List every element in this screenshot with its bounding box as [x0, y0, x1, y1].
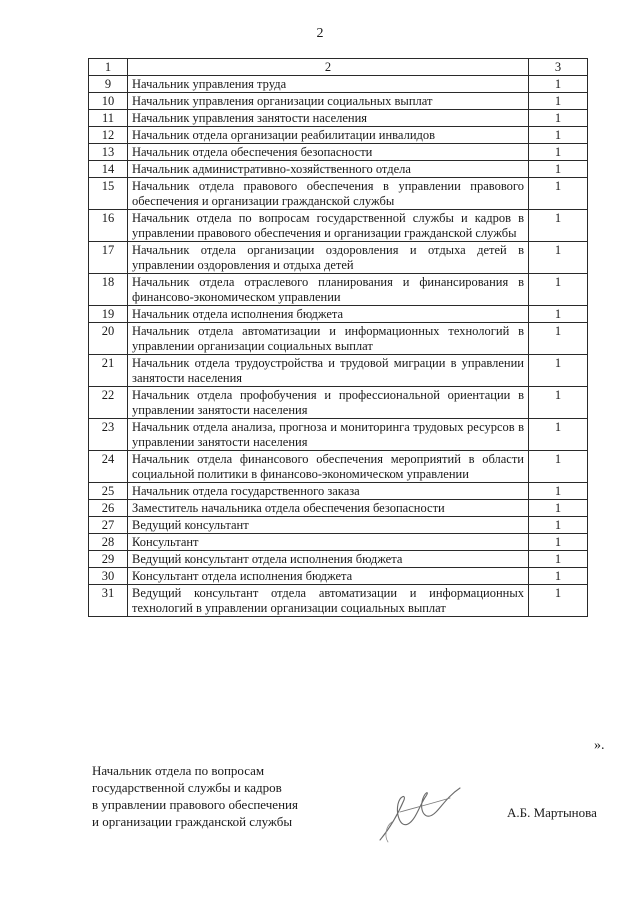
position-title-cell: Консультант [128, 534, 529, 551]
table-row [89, 355, 588, 387]
position-title-cell: Начальник отдела государственного заказа [128, 483, 529, 500]
quantity-cell: 1 [529, 517, 588, 534]
row-number-cell: 28 [89, 534, 128, 551]
position-title-cell: Начальник отдела финансового обеспечения мероприятий в области социальной политики в финансово-экономическом управлении [128, 451, 529, 483]
position-title-cell: Начальник административно-хозяйственного отдела [128, 161, 529, 178]
table-row [89, 76, 588, 93]
quantity-cell: 1 [529, 551, 588, 568]
quantity-cell: 1 [529, 419, 588, 451]
quantity-cell: 1 [529, 323, 588, 355]
position-title-cell: Заместитель начальника отдела обеспечения безопасности [128, 500, 529, 517]
position-title-cell: Начальник отдела обеспечения безопасности [128, 144, 529, 161]
row-number-cell: 23 [89, 419, 128, 451]
quantity-cell: 1 [529, 387, 588, 419]
signatory-name: А.Б. Мартынова [507, 805, 597, 820]
table-row [89, 568, 588, 585]
quantity-cell: 1 [529, 76, 588, 93]
row-number-cell: 11 [89, 110, 128, 127]
table-row [89, 274, 588, 306]
row-number-cell: 18 [89, 274, 128, 306]
row-number-cell: 31 [89, 585, 128, 617]
row-number-cell: 10 [89, 93, 128, 110]
table-row [89, 451, 588, 483]
quantity-cell: 1 [529, 127, 588, 144]
table-row [89, 144, 588, 161]
table-row [89, 127, 588, 144]
quantity-cell: 1 [529, 274, 588, 306]
header-cell-1: 1 [89, 59, 128, 76]
table-row [89, 517, 588, 534]
position-title-cell: Начальник отдела автоматизации и информационных технологий в управлении организации социальных выплат [128, 323, 529, 355]
position-title-cell: Начальник отдела анализа, прогноза и мониторинга трудовых ресурсов в управлении занятости населения [128, 419, 529, 451]
position-title-cell: Начальник отдела организации реабилитации инвалидов [128, 127, 529, 144]
row-number-cell: 14 [89, 161, 128, 178]
signatory-title-line: Начальник отдела по вопросам [92, 763, 265, 778]
row-number-cell: 21 [89, 355, 128, 387]
row-number-cell: 22 [89, 387, 128, 419]
row-number-cell: 20 [89, 323, 128, 355]
quantity-cell: 1 [529, 144, 588, 161]
table-row [89, 500, 588, 517]
table-row [89, 323, 588, 355]
position-title-cell: Начальник отдела отраслевого планирования и финансирования в финансово-экономическом управлении [128, 274, 529, 306]
closing-quote-mark: ». [594, 738, 605, 753]
table-row [89, 178, 588, 210]
row-number-cell: 16 [89, 210, 128, 242]
table-row [89, 419, 588, 451]
handwritten-signature [370, 778, 470, 848]
positions-table-body [89, 59, 588, 617]
quantity-cell: 1 [529, 451, 588, 483]
position-title-cell: Начальник отдела трудоустройства и трудовой миграции в управлении занятости населения [128, 355, 529, 387]
quantity-cell: 1 [529, 110, 588, 127]
table-row [89, 110, 588, 127]
page-number: 2 [316, 26, 324, 41]
position-title-cell: Начальник отдела по вопросам государственной службы и кадров в управлении правового обеспечения и организации гражданской службы [128, 210, 529, 242]
position-title-cell: Начальник отдела правового обеспечения в управлении правового обеспечения и организации гражданской службы [128, 178, 529, 210]
position-title-cell: Ведущий консультант отдела исполнения бюджета [128, 551, 529, 568]
row-number-cell: 27 [89, 517, 128, 534]
table-row [89, 242, 588, 274]
header-cell-2: 2 [128, 59, 529, 76]
header-cell-3: 3 [529, 59, 588, 76]
table-row [89, 306, 588, 323]
quantity-cell: 1 [529, 585, 588, 617]
table-row [89, 585, 588, 617]
row-number-cell: 26 [89, 500, 128, 517]
signatory-title-line: государственной службы и кадров [92, 780, 282, 795]
table-row [89, 387, 588, 419]
quantity-cell: 1 [529, 534, 588, 551]
table-row [89, 210, 588, 242]
quantity-cell: 1 [529, 178, 588, 210]
row-number-cell: 24 [89, 451, 128, 483]
row-number-cell: 13 [89, 144, 128, 161]
table-row [89, 483, 588, 500]
position-title-cell: Ведущий консультант [128, 517, 529, 534]
position-title-cell: Начальник отдела профобучения и профессиональной ориентации в управлении занятости населения [128, 387, 529, 419]
positions-table [88, 58, 588, 617]
row-number-cell: 9 [89, 76, 128, 93]
position-title-cell: Ведущий консультант отдела автоматизации и информационных технологий в управлении организации социальных выплат [128, 585, 529, 617]
quantity-cell: 1 [529, 568, 588, 585]
position-title-cell: Консультант отдела исполнения бюджета [128, 568, 529, 585]
table-row [89, 161, 588, 178]
quantity-cell: 1 [529, 242, 588, 274]
table-header-row [89, 59, 588, 76]
signatory-title-line: и организации гражданской службы [92, 814, 293, 829]
row-number-cell: 30 [89, 568, 128, 585]
table-row [89, 551, 588, 568]
row-number-cell: 12 [89, 127, 128, 144]
quantity-cell: 1 [529, 306, 588, 323]
signatory-title [92, 762, 298, 830]
row-number-cell: 19 [89, 306, 128, 323]
quantity-cell: 1 [529, 93, 588, 110]
signatory-title-line: в управлении правового обеспечения [92, 797, 298, 812]
position-title-cell: Начальник управления занятости населения [128, 110, 529, 127]
table-row [89, 93, 588, 110]
quantity-cell: 1 [529, 355, 588, 387]
quantity-cell: 1 [529, 500, 588, 517]
position-title-cell: Начальник управления труда [128, 76, 529, 93]
row-number-cell: 15 [89, 178, 128, 210]
row-number-cell: 29 [89, 551, 128, 568]
table-row [89, 534, 588, 551]
position-title-cell: Начальник управления организации социальных выплат [128, 93, 529, 110]
quantity-cell: 1 [529, 161, 588, 178]
row-number-cell: 17 [89, 242, 128, 274]
position-title-cell: Начальник отдела исполнения бюджета [128, 306, 529, 323]
row-number-cell: 25 [89, 483, 128, 500]
quantity-cell: 1 [529, 210, 588, 242]
quantity-cell: 1 [529, 483, 588, 500]
position-title-cell: Начальник отдела организации оздоровления и отдыха детей в управлении оздоровления и отдыха детей [128, 242, 529, 274]
